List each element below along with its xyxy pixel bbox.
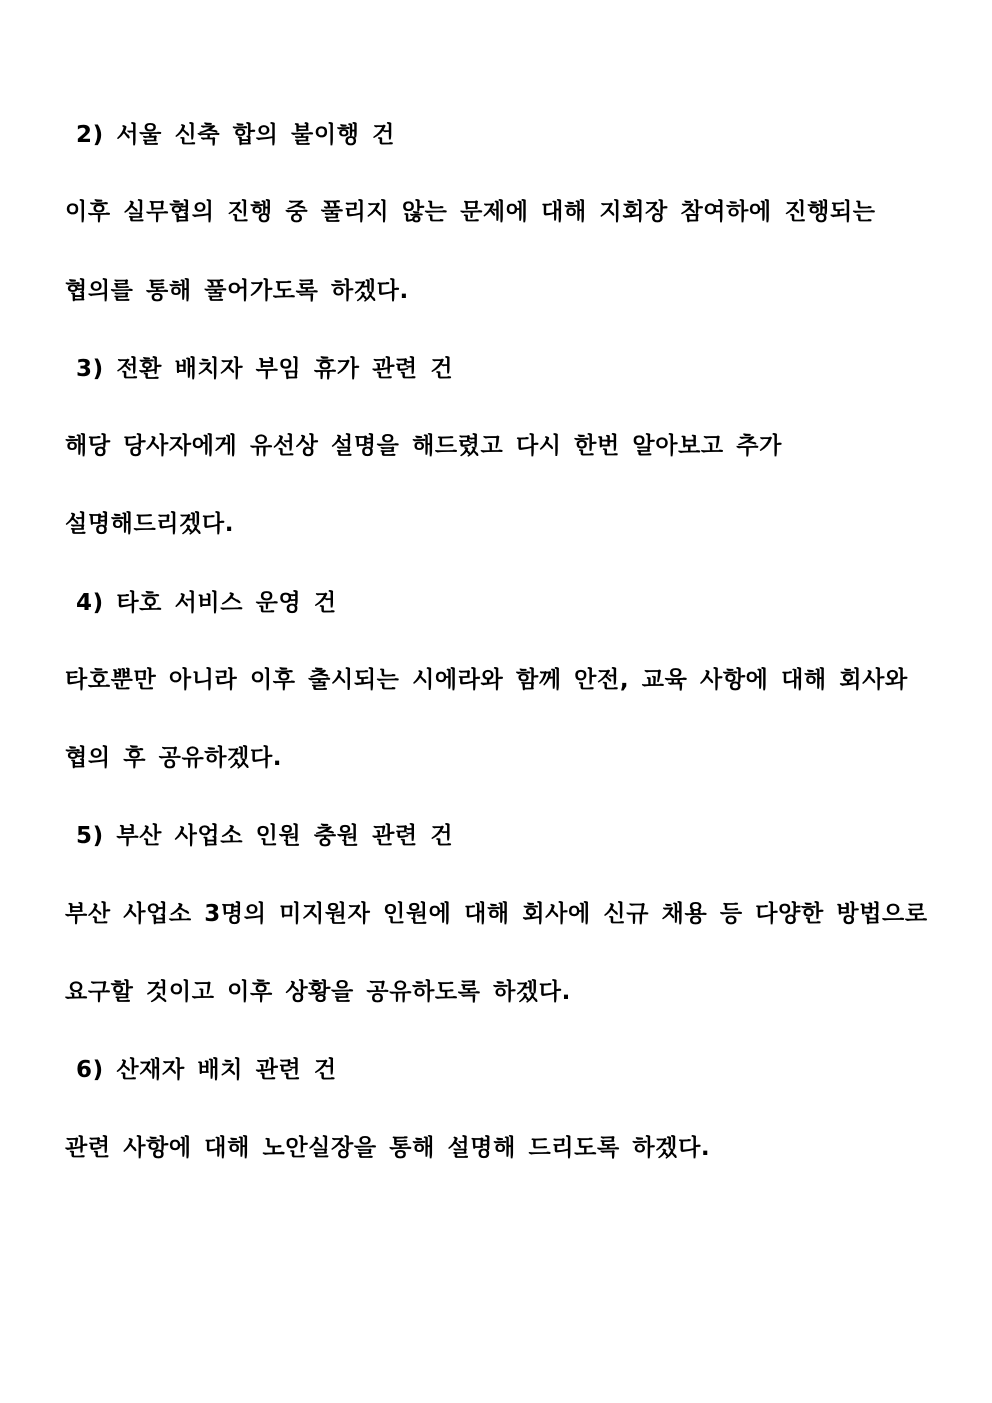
section-heading-2: 2) 서울 신축 합의 불이행 건: [76, 122, 395, 148]
section-heading-4: 4) 타호 서비스 운영 건: [76, 590, 337, 616]
paragraph-line: 부산 사업소 3명의 미지원자 인원에 대해 회사에 신규 채용 등 다양한 방법으로: [65, 901, 928, 927]
paragraph-line: 설명해드리겠다.: [65, 511, 235, 537]
section-heading-5: 5) 부산 사업소 인원 충원 관련 건: [76, 823, 454, 849]
paragraph-line: 협의를 통해 풀어가도록 하겠다.: [65, 278, 409, 304]
paragraph-line: 요구할 것이고 이후 상황을 공유하도록 하겠다.: [65, 979, 571, 1005]
paragraph-line: 협의 후 공유하겠다.: [65, 745, 283, 771]
paragraph-line: 이후 실무협의 진행 중 풀리지 않는 문제에 대해 지회장 참여하에 진행되는: [65, 199, 876, 225]
section-heading-6: 6) 산재자 배치 관련 건: [76, 1057, 337, 1083]
paragraph-line: 관련 사항에 대해 노안실장을 통해 설명해 드리도록 하겠다.: [65, 1135, 711, 1161]
section-heading-3: 3) 전환 배치자 부임 휴가 관련 건: [76, 356, 454, 382]
paragraph-line: 타호뿐만 아니라 이후 출시되는 시에라와 함께 안전, 교육 사항에 대해 회사와: [65, 667, 908, 693]
paragraph-line: 해당 당사자에게 유선상 설명을 해드렸고 다시 한번 알아보고 추가: [65, 433, 782, 459]
